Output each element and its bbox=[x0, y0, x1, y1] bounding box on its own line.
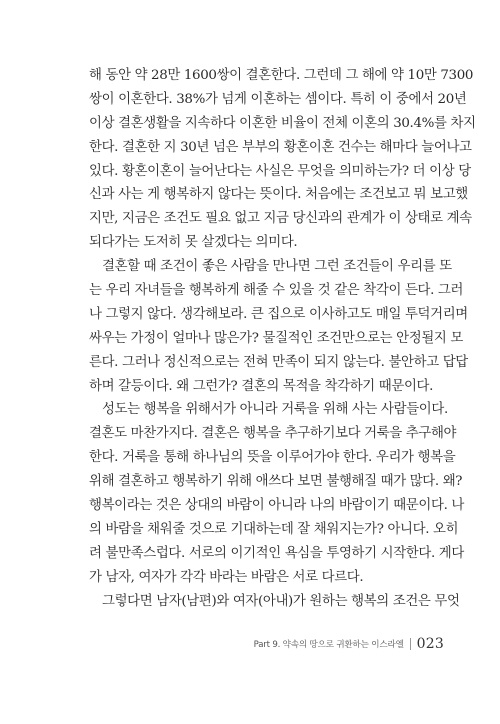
paragraph bbox=[89, 398, 464, 589]
footer-divider bbox=[410, 638, 411, 650]
page-footer bbox=[254, 634, 444, 654]
text-line: 가 남자, 여자가 각각 바라는 바람은 서로 다르다. bbox=[89, 569, 364, 585]
text-line: 의 바람을 채워줄 것으로 기대하는데 잘 채워지는가? 아니다. 오히 bbox=[89, 521, 459, 537]
paragraph bbox=[89, 255, 468, 398]
text-line: 하며 갈등이다. 왜 그런가? 결혼의 목적을 착각하기 때문이다. bbox=[89, 378, 434, 394]
text-line: 는 우리 자녀들을 행복하게 해줄 수 있을 것 같은 착각이 든다. 그러 bbox=[89, 283, 464, 299]
paragraph bbox=[89, 590, 460, 614]
text-line: 려 불만족스럽다. 서로의 이기적인 욕심을 투영하기 시작한다. 게다 bbox=[89, 545, 464, 561]
text-line: 싸우는 가정이 얼마나 많은가? 물질적인 조건만으로는 안정될지 모 bbox=[89, 330, 463, 346]
text-line: 성도는 행복을 위해서가 아니라 거룩을 위해 사는 사람들이다. bbox=[102, 402, 448, 418]
text-line: 그렇다면 남자(남편)와 여자(아내)가 원하는 행복의 조건은 무엇 bbox=[102, 593, 460, 609]
text-line: 되다가는 도저히 못 살겠다는 의미다. bbox=[89, 235, 298, 251]
text-line: 신과 사는 게 행복하지 않다는 뜻이다. 처음에는 조건보고 뭐 보고했 bbox=[89, 187, 468, 203]
body-text bbox=[89, 64, 476, 613]
text-line: 결혼도 마찬가지다. 결혼은 행복을 추구하기보다 거룩을 추구해야 bbox=[89, 426, 457, 442]
text-line: 른다. 그러나 정신적으로는 전혀 만족이 되지 않는다. 불안하고 답답 bbox=[89, 354, 468, 370]
text-line: 나 그렇지 않다. 생각해보라. 큰 집으로 이사하고도 매일 투덕거리며 bbox=[89, 306, 468, 322]
text-line: 해 동안 약 28만 1600쌍이 결혼한다. 그런데 그 해에 약 10만 7300 bbox=[89, 68, 474, 83]
running-head: Part 9. 약속의 땅으로 귀환하는 이스라엘 bbox=[253, 640, 404, 650]
text-line: 위해 결혼하고 행복하기 위해 애쓰다 보면 불행해질 때가 많다. 왜? bbox=[89, 474, 463, 490]
text-line: 이상 결혼생활을 지속하다 이혼한 비율이 전체 이혼의 30.4%를 차지 bbox=[89, 115, 476, 131]
text-line: 지만, 지금은 조건도 필요 없고 지금 당신과의 관계가 이 상태로 계속 bbox=[89, 211, 472, 227]
text-line: 있다. 황혼이혼이 늘어난다는 사실은 무엇을 의미하는가? 더 이상 당 bbox=[89, 163, 471, 179]
text-line: 쌍이 이혼한다. 38%가 넘게 이혼하는 셈이다. 특히 이 중에서 20년 bbox=[89, 91, 467, 107]
text-line: 결혼할 때 조건이 좋은 사람을 만나면 그런 조건들이 우리를 또 bbox=[102, 259, 452, 275]
text-line: 행복이라는 것은 상대의 바람이 아니라 나의 바람이기 때문이다. 나 bbox=[89, 498, 464, 514]
text-line: 한다. 거룩을 통해 하나님의 뜻을 이루어가야 한다. 우리가 행복을 bbox=[89, 450, 456, 466]
page-number: 023 bbox=[416, 636, 444, 652]
text-line: 한다. 결혼한 지 30년 넘은 부부의 황혼이혼 건수는 해마다 늘어나고 bbox=[89, 139, 472, 155]
paragraph bbox=[89, 64, 476, 255]
